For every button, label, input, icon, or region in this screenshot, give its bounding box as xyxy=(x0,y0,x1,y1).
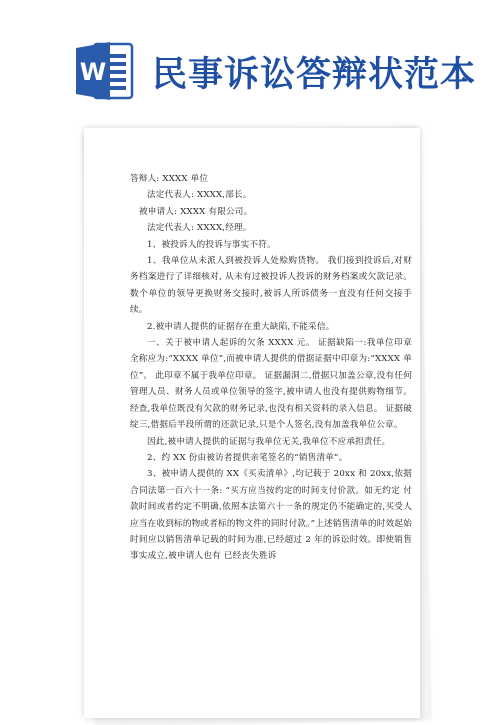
section-heading-1: 1、被投诉人的投诉与事实不符。 xyxy=(147,239,276,250)
document-body xyxy=(130,171,412,565)
word-icon-letter: W xyxy=(79,58,107,86)
section-heading-2: 2.被申请人提供的证据存在重大缺陷,不能采信。 xyxy=(147,321,335,332)
paper-page xyxy=(84,128,420,718)
page-title: 民事诉讼答辩状范本 xyxy=(152,55,477,95)
paragraph-2: 一、关于被申请人起诉的欠条 XXXX 元。 证据缺陷一:我单位印章全称应为:“XXXX 单位”,而被申请人提供的借据证据中印章为:“XXXX 单位”。 此印章不属于我单位印章。 证据漏洞二,借据只加盖公章,没有任何管理人员、财务人员或单位领导的签字,被申请人也没有提供购物细节。 经查,我单位既没有欠款的财务记录,也没有相关资料的录入信息。 证据破绽三,借据后半段所谓的还款记录,只是个人签名,没有加盖我单位公章。 xyxy=(130,338,412,431)
applicant-line: 被申请人: XXXX 有限公司。 xyxy=(139,206,253,217)
paragraph-5: 3、被申请人提供的 XX《买卖清单》,均记载于 20xx 和 20xx,依据合同法第一百六十一条: “买方应当按约定的时间支付价款。如无约定 付款时间或者约定不明确,依照本法第六十一条的规定仍不能确定的,买受人应当在收到标的物或者标的物文件的同时付款。”上述销售清单的时效起始时间应以销售清单记载的时间为准,已经超过 2 年的诉讼时效。即使销售事实成立,被申请人也有 已经丧失胜诉 xyxy=(130,469,412,562)
page-header xyxy=(0,0,500,120)
document-preview xyxy=(84,128,420,706)
paragraph-1: 1、我单位从未派人到被投诉人处赊购货物。 我们接到投诉后,对财务档案进行了详细核对, 从未有过被投诉人投诉的财务档案或欠款记录。 数个单位的领导更换财务交接时,被诉人所诉债务一直没有任何交接手续。 xyxy=(130,256,412,316)
legal-rep-line: 法定代表人: XXXX,部长。 xyxy=(147,190,252,201)
word-document-icon xyxy=(76,40,134,102)
paragraph-3: 因此,被申请人提供的证据与我单位无关,我单位不应承担责任。 xyxy=(147,436,391,447)
paragraph-4: 2、约 XX 份由被访者提供亲笔签名的“销售清单”。 xyxy=(147,452,348,463)
respondent-line: 答辩人: XXXX 单位 xyxy=(130,174,209,184)
applicant-rep-line: 法定代表人: XXXX,经理。 xyxy=(147,223,252,234)
